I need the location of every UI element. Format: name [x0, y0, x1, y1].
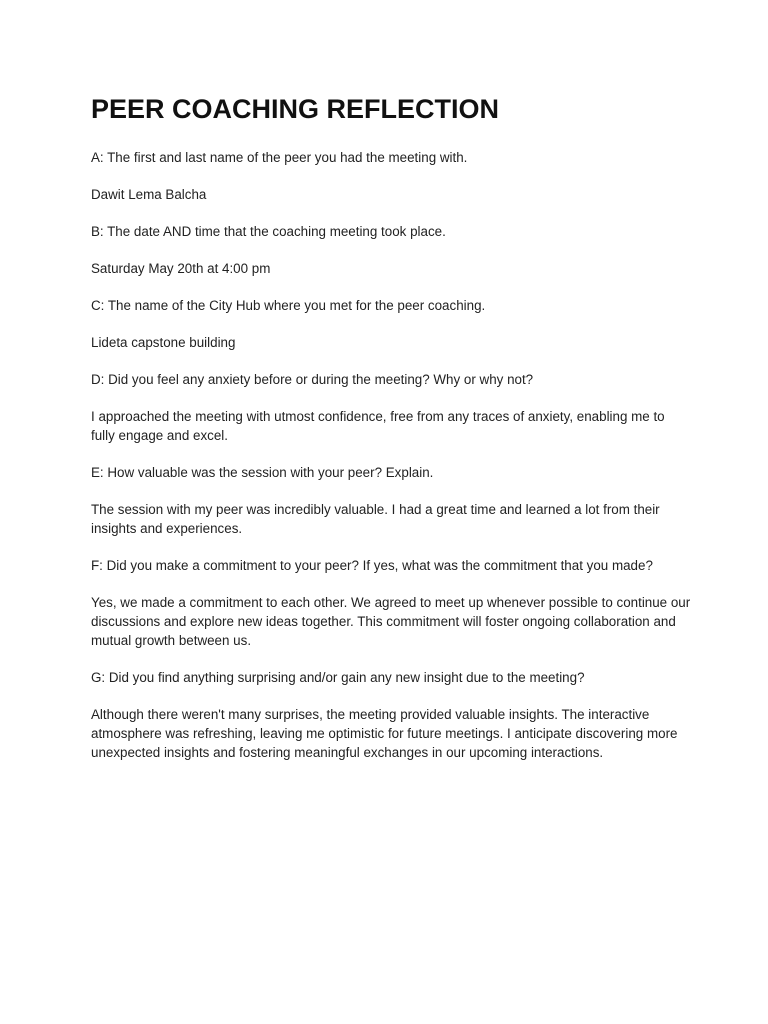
question-e: E: How valuable was the session with your peer? Explain. [91, 465, 434, 480]
question-g: G: Did you find anything surprising and/or gain any new insight due to the meeting? [91, 670, 585, 685]
answer-g: Although there weren't many surprises, the meeting provided valuable insights. The interactive atmosphere was refreshing, leaving me optimistic for future meetings. I anticipate discovering more unexpected insights and fostering meaningful exchanges in our upcoming interactions. [91, 707, 678, 760]
answer-e: The session with my peer was incredibly valuable. I had a great time and learned a lot from their insights and experiences. [91, 502, 660, 536]
question-a: A: The first and last name of the peer you had the meeting with. [91, 150, 468, 165]
answer-b: Saturday May 20th at 4:00 pm [91, 261, 271, 276]
question-b: B: The date AND time that the coaching meeting took place. [91, 224, 446, 239]
document-page [91, 92, 691, 780]
document-title: PEER COACHING REFLECTION [91, 94, 500, 124]
answer-d: I approached the meeting with utmost confidence, free from any traces of anxiety, enabling me to fully engage and excel. [91, 409, 665, 443]
question-f: F: Did you make a commitment to your peer? If yes, what was the commitment that you made? [91, 558, 653, 573]
question-d: D: Did you feel any anxiety before or during the meeting? Why or why not? [91, 372, 534, 387]
question-c: C: The name of the City Hub where you met for the peer coaching. [91, 298, 486, 313]
answer-c: Lideta capstone building [91, 335, 236, 350]
answer-f: Yes, we made a commitment to each other. We agreed to meet up whenever possible to continue our discussions and explore new ideas together. This commitment will foster ongoing collaboration and mutual growth between us. [91, 595, 691, 648]
answer-a: Dawit Lema Balcha [91, 187, 207, 202]
qa-section [91, 148, 691, 762]
